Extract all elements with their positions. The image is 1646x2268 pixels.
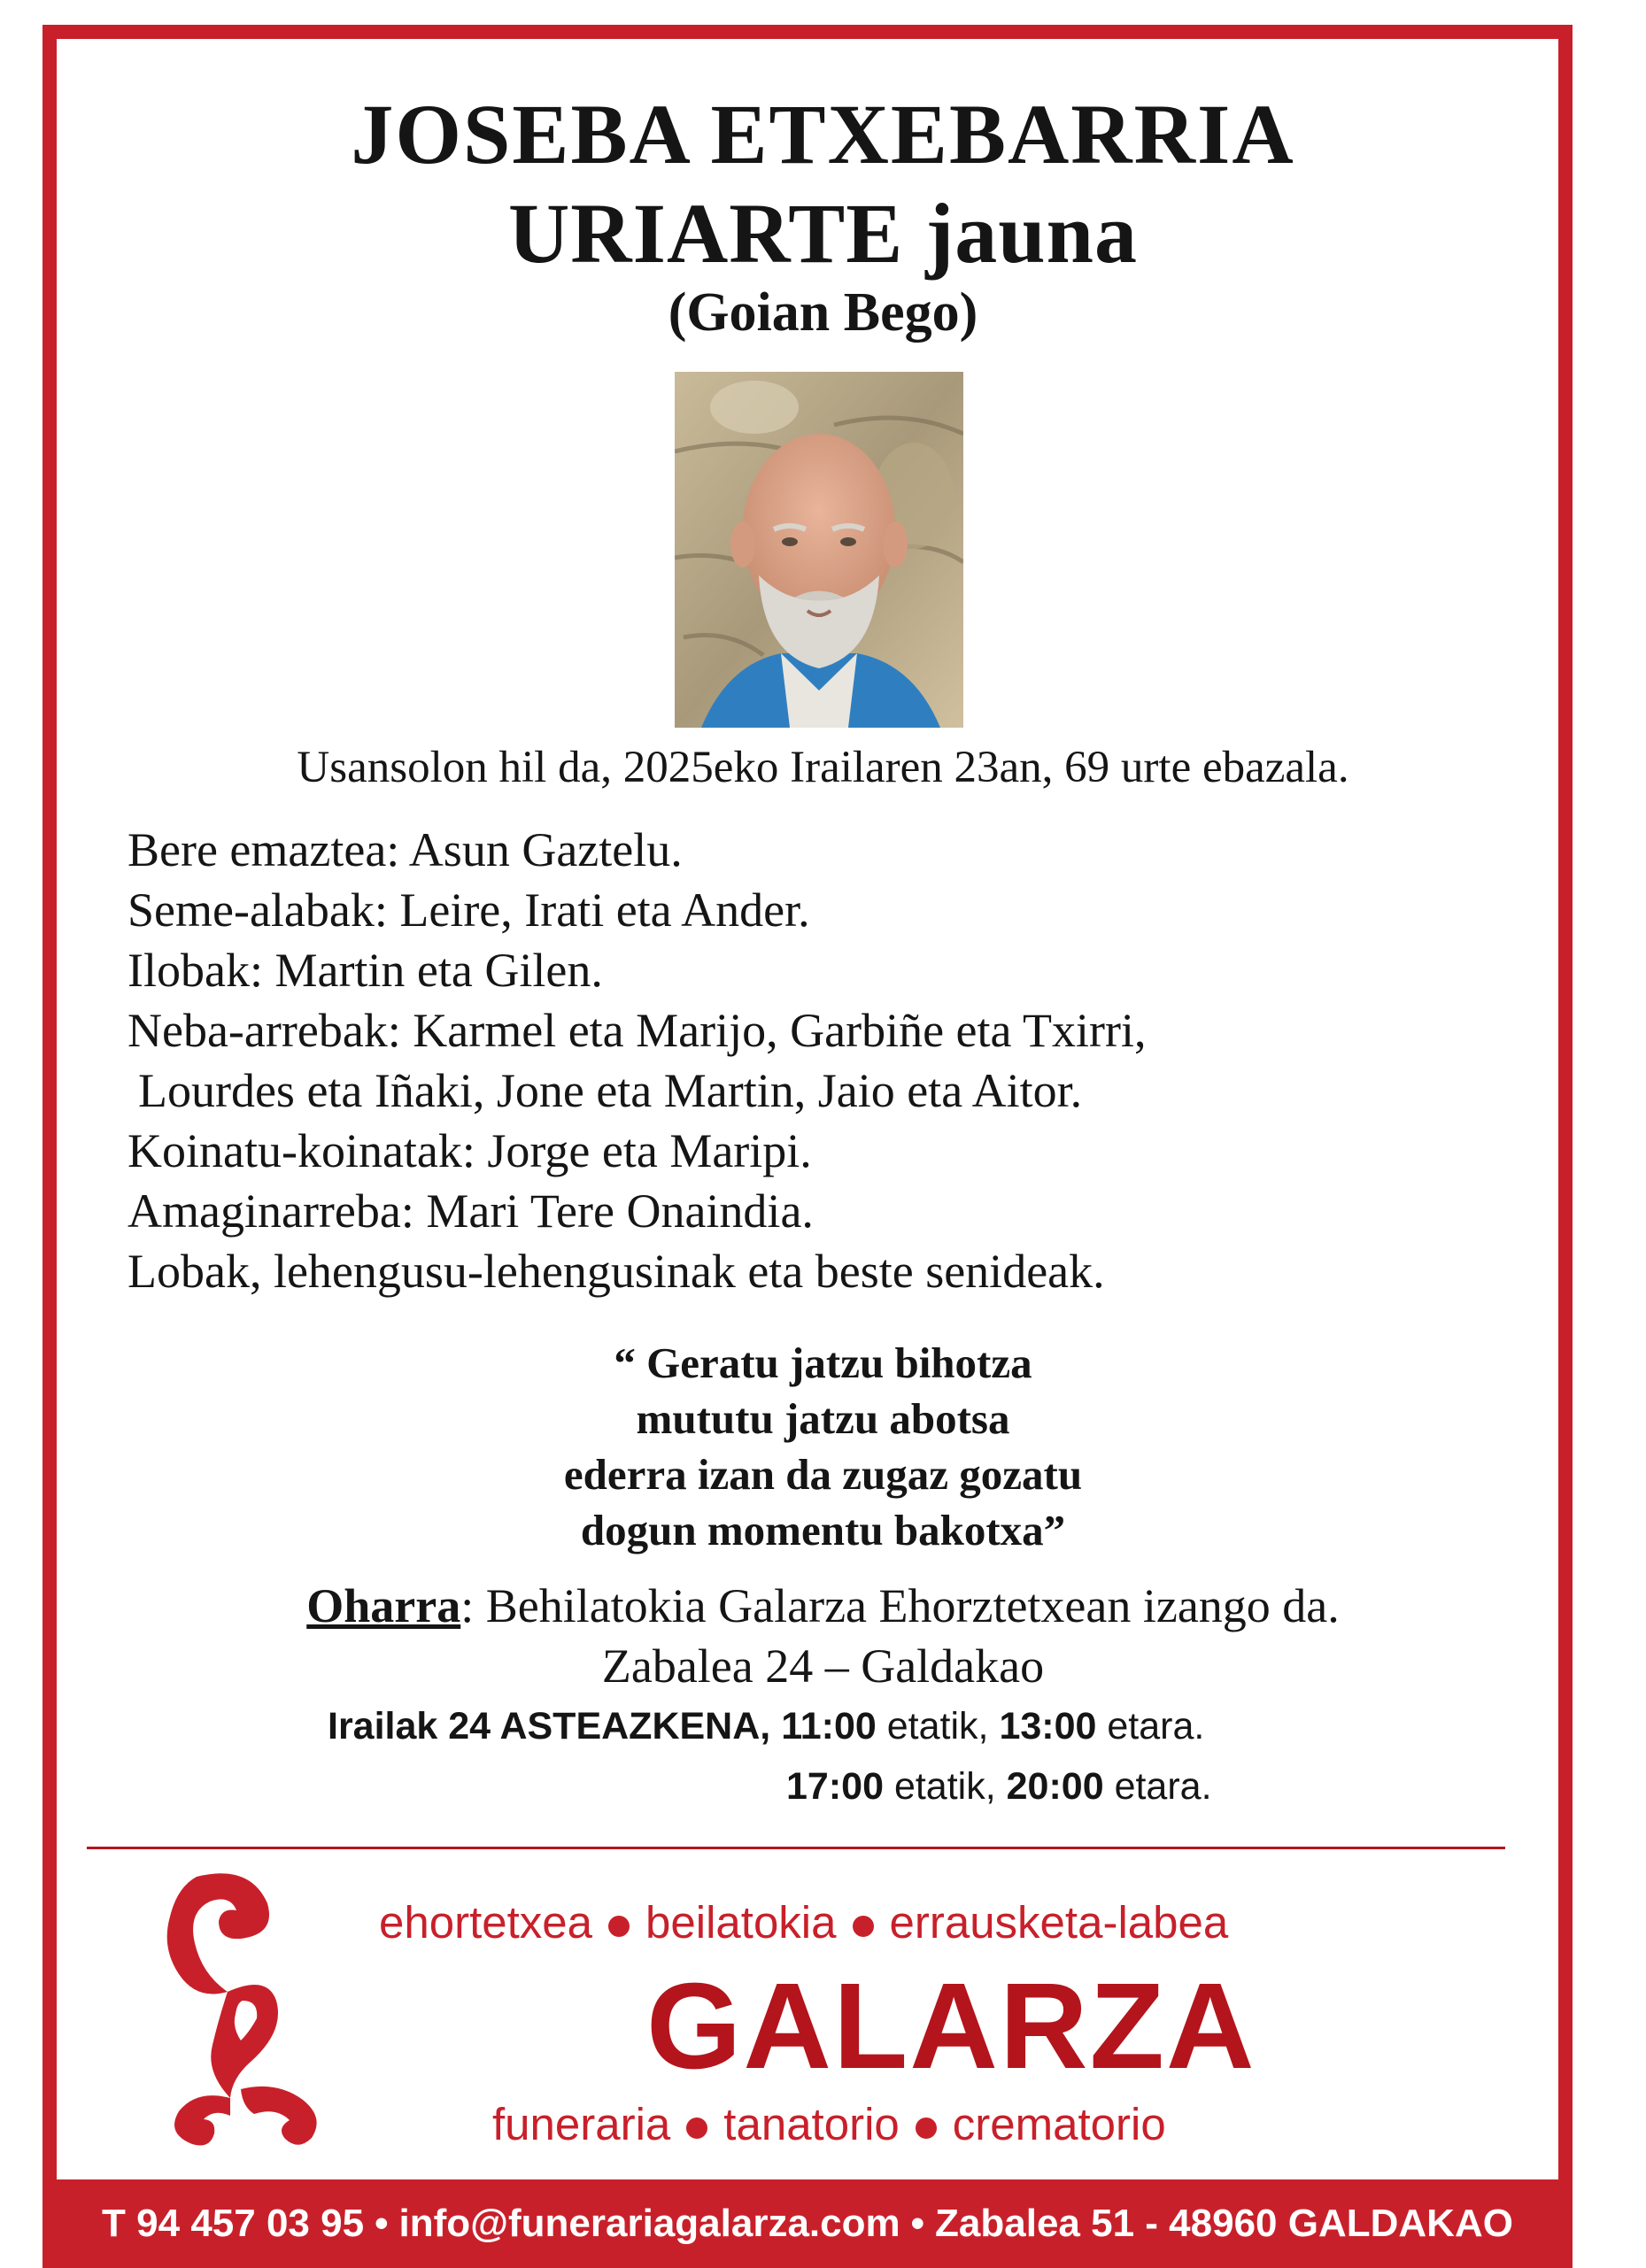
relative-line: Seme-alabak: Leire, Irati eta Ander.	[128, 883, 810, 937]
relative-line: Neba-arrebak: Karmel eta Marijo, Garbiñe eta Txirri,	[128, 1004, 1147, 1057]
services-basque	[379, 1896, 1228, 1948]
service-item: ehortetxea	[379, 1897, 593, 1948]
morning-end-time: 13:00	[999, 1705, 1097, 1747]
portrait-photo	[675, 372, 963, 728]
service-item: crematorio	[952, 2099, 1166, 2149]
quote-line: “ Geratu jatzu bihotza	[614, 1338, 1032, 1387]
relative-line: Bere emaztea: Asun Gaztelu.	[128, 823, 683, 876]
footer-address: Zabalea 51 - 48960 GALDAKAO	[935, 2202, 1513, 2245]
visiting-hours-evening	[786, 1765, 1212, 1809]
services-spanish	[492, 2098, 1166, 2150]
galarza-logo-icon	[143, 1868, 338, 2151]
wake-address: Zabalea 24 – Galdakao	[601, 1639, 1045, 1693]
footer-email: info@funerariagalarza.com	[398, 2202, 900, 2245]
deceased-name-line2: URIARTE jauna	[507, 186, 1139, 281]
service-item: errausketa-labea	[889, 1897, 1229, 1948]
to-word: etara.	[1107, 1705, 1205, 1747]
bullet-icon	[853, 1916, 874, 1937]
from-word: etatik,	[893, 1765, 996, 1808]
relative-line: Amaginarreba: Mari Tere Onaindia.	[128, 1184, 814, 1238]
footer-phone: T 94 457 03 95	[102, 2202, 365, 2245]
service-item: beilatokia	[645, 1897, 837, 1948]
bullet-icon: •	[910, 2202, 925, 2245]
relative-line: Ilobak: Martin eta Gilen.	[128, 944, 603, 997]
relatives-list	[128, 820, 1146, 1301]
quote-line: ederra izan da zugaz gozatu	[563, 1450, 1083, 1499]
evening-start-time: 17:00	[786, 1765, 884, 1808]
visiting-day: Irailak 24 ASTEAZKENA,	[328, 1705, 771, 1747]
bullet-icon	[608, 1916, 630, 1937]
deceased-name-line1: JOSEBA ETXEBARRIA	[351, 87, 1295, 181]
morning-start-time: 11:00	[781, 1705, 877, 1747]
service-item: funeraria	[492, 2099, 671, 2149]
brand-name: GALARZA	[646, 1958, 1256, 2094]
nickname: (Goian Bego)	[668, 282, 978, 343]
section-divider	[87, 1847, 1505, 1849]
memorial-quote	[0, 1335, 1646, 1558]
relative-line: Koinatu-koinatak: Jorge eta Maripi.	[128, 1124, 812, 1177]
note-text: : Behilatokia Galarza Ehorztetxean izango da.	[460, 1579, 1340, 1632]
wake-note	[0, 1576, 1646, 1696]
quote-line: dogun momentu bakotxa”	[580, 1506, 1066, 1554]
from-word: etatik,	[886, 1705, 989, 1747]
quote-line: mututu jatzu abotsa	[636, 1394, 1010, 1443]
visiting-hours-morning	[328, 1705, 1204, 1748]
death-notice: Usansolon hil da, 2025eko Irailaren 23an, 69 urte ebazala.	[297, 743, 1349, 792]
evening-end-time: 20:00	[1006, 1765, 1104, 1808]
relative-line: Lobak, lehengusu-lehengusinak eta beste senideak.	[128, 1245, 1105, 1298]
contact-footer	[43, 2179, 1573, 2268]
to-word: etara.	[1114, 1765, 1212, 1808]
bullet-icon	[916, 2118, 937, 2139]
note-label: Oharra	[306, 1579, 461, 1632]
service-item: tanatorio	[723, 2099, 900, 2149]
bullet-icon: •	[375, 2202, 389, 2245]
bullet-icon	[686, 2118, 707, 2139]
relative-line: Lourdes eta Iñaki, Jone eta Martin, Jaio eta Aitor.	[138, 1064, 1083, 1117]
